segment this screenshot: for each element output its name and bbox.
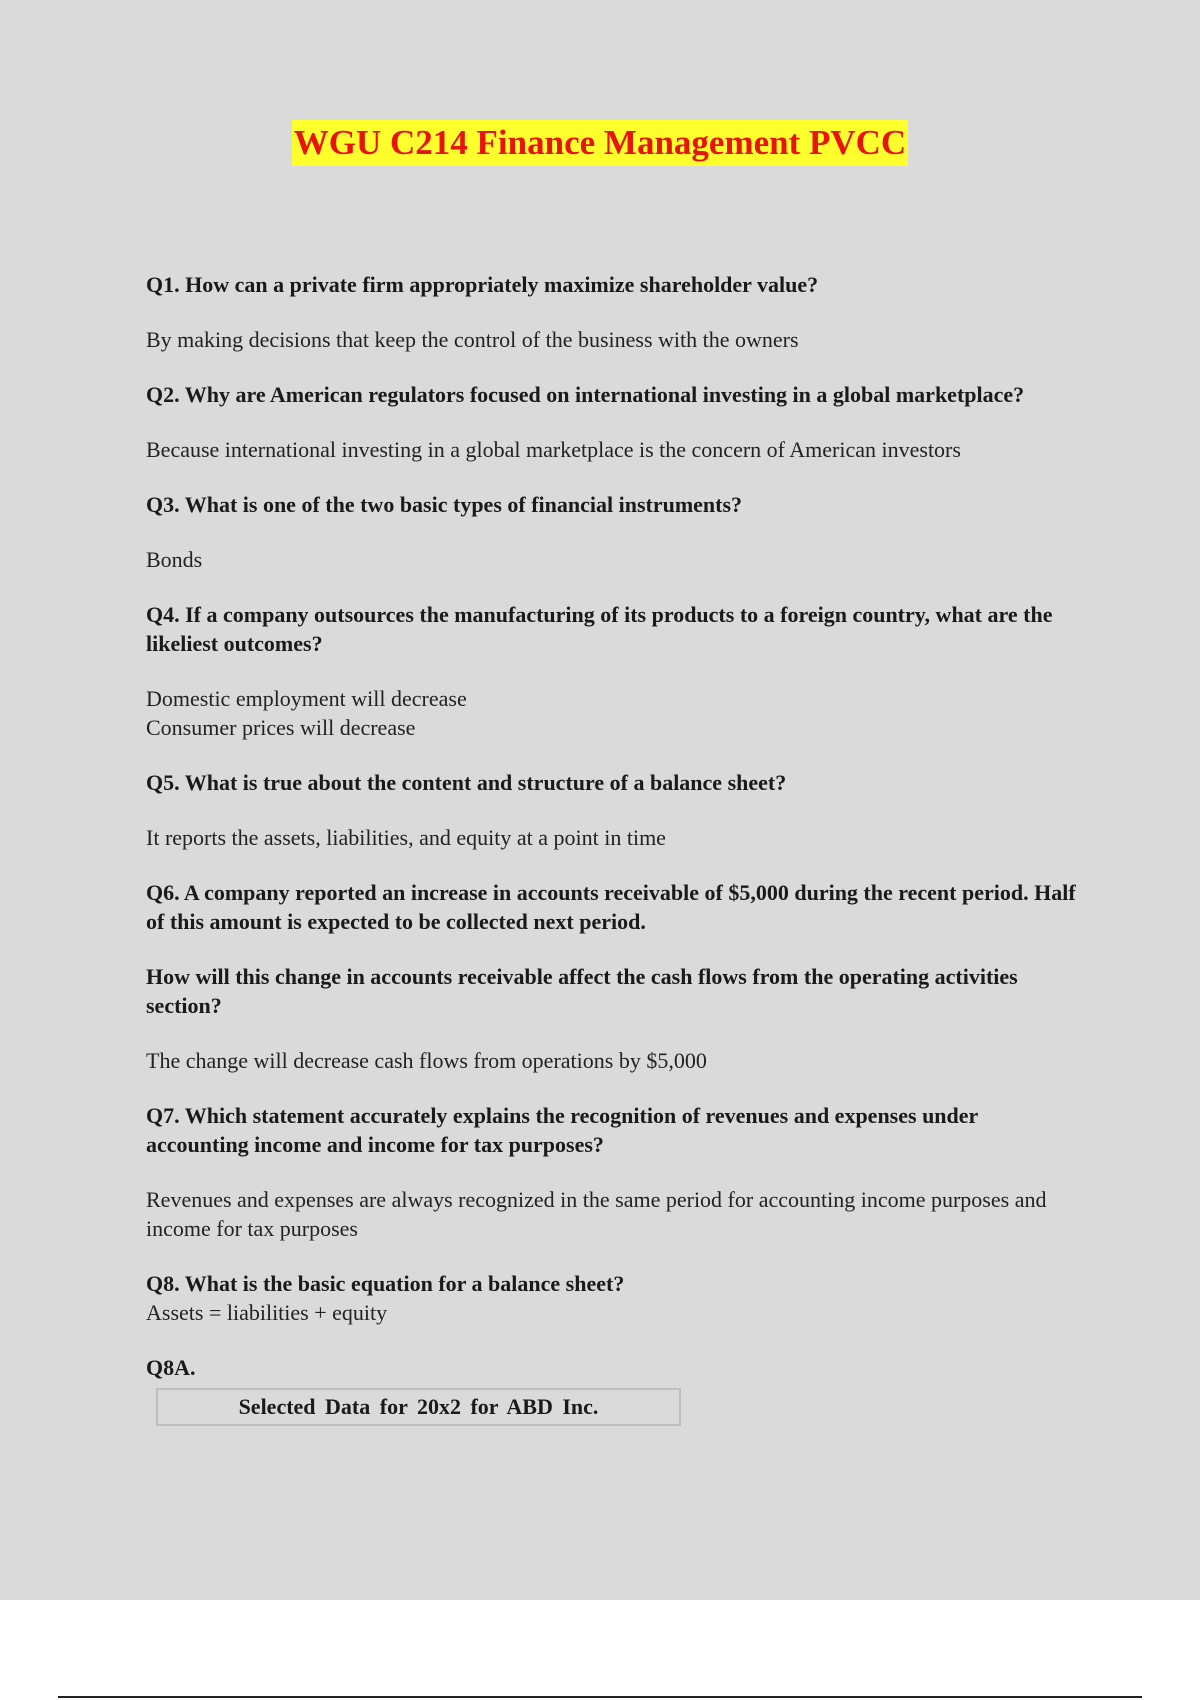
title-container bbox=[0, 120, 1200, 166]
question-q5: Q5. What is true about the content and structure of a balance sheet? bbox=[146, 770, 787, 795]
question-q8: Q8. What is the basic equation for a balance sheet? bbox=[146, 1271, 625, 1296]
data-table-caption-box bbox=[156, 1388, 681, 1426]
answer-q5: It reports the assets, liabilities, and equity at a point in time bbox=[146, 825, 666, 850]
question-q7: Q7. Which statement accurately explains the recognition of revenues and expenses under accounting income and income for tax purposes? bbox=[146, 1103, 978, 1157]
question-q2: Q2. Why are American regulators focused on international investing in a global marketplace? bbox=[146, 382, 1025, 407]
answer-q3: Bonds bbox=[146, 547, 203, 572]
data-table-caption: Selected Data for 20x2 for ABD Inc. bbox=[238, 1394, 599, 1419]
question-q4: Q4. If a company outsources the manufacturing of its products to a foreign country, what are the likeliest outcomes? bbox=[146, 602, 1053, 656]
answer-q6: The change will decrease cash flows from operations by $5,000 bbox=[146, 1048, 707, 1073]
answer-q4-line-2: Consumer prices will decrease bbox=[146, 715, 416, 740]
answer-q4-line-1: Domestic employment will decrease bbox=[146, 686, 467, 711]
question-q3: Q3. What is one of the two basic types of financial instruments? bbox=[146, 492, 743, 517]
answer-q2: Because international investing in a global marketplace is the concern of American investors bbox=[146, 437, 961, 462]
document-title: WGU C214 Finance Management PVCC bbox=[292, 120, 908, 166]
answer-q1: By making decisions that keep the control of the business with the owners bbox=[146, 327, 799, 352]
footer-divider bbox=[58, 1696, 1142, 1698]
answer-q7: Revenues and expenses are always recognized in the same period for accounting income purposes and income for tax purposes bbox=[146, 1187, 1047, 1241]
question-q6: Q6. A company reported an increase in accounts receivable of $5,000 during the recent period. Half of this amount is expected to be collected next period. bbox=[146, 880, 1076, 934]
answer-q8: Assets = liabilities + equity bbox=[146, 1300, 388, 1325]
question-q1: Q1. How can a private firm appropriately maximize shareholder value? bbox=[146, 272, 819, 297]
question-list bbox=[146, 270, 1076, 1426]
question-q6-part-2: How will this change in accounts receivable affect the cash flows from the operating activities section? bbox=[146, 964, 1018, 1018]
question-q8a-label: Q8A. bbox=[146, 1355, 196, 1380]
